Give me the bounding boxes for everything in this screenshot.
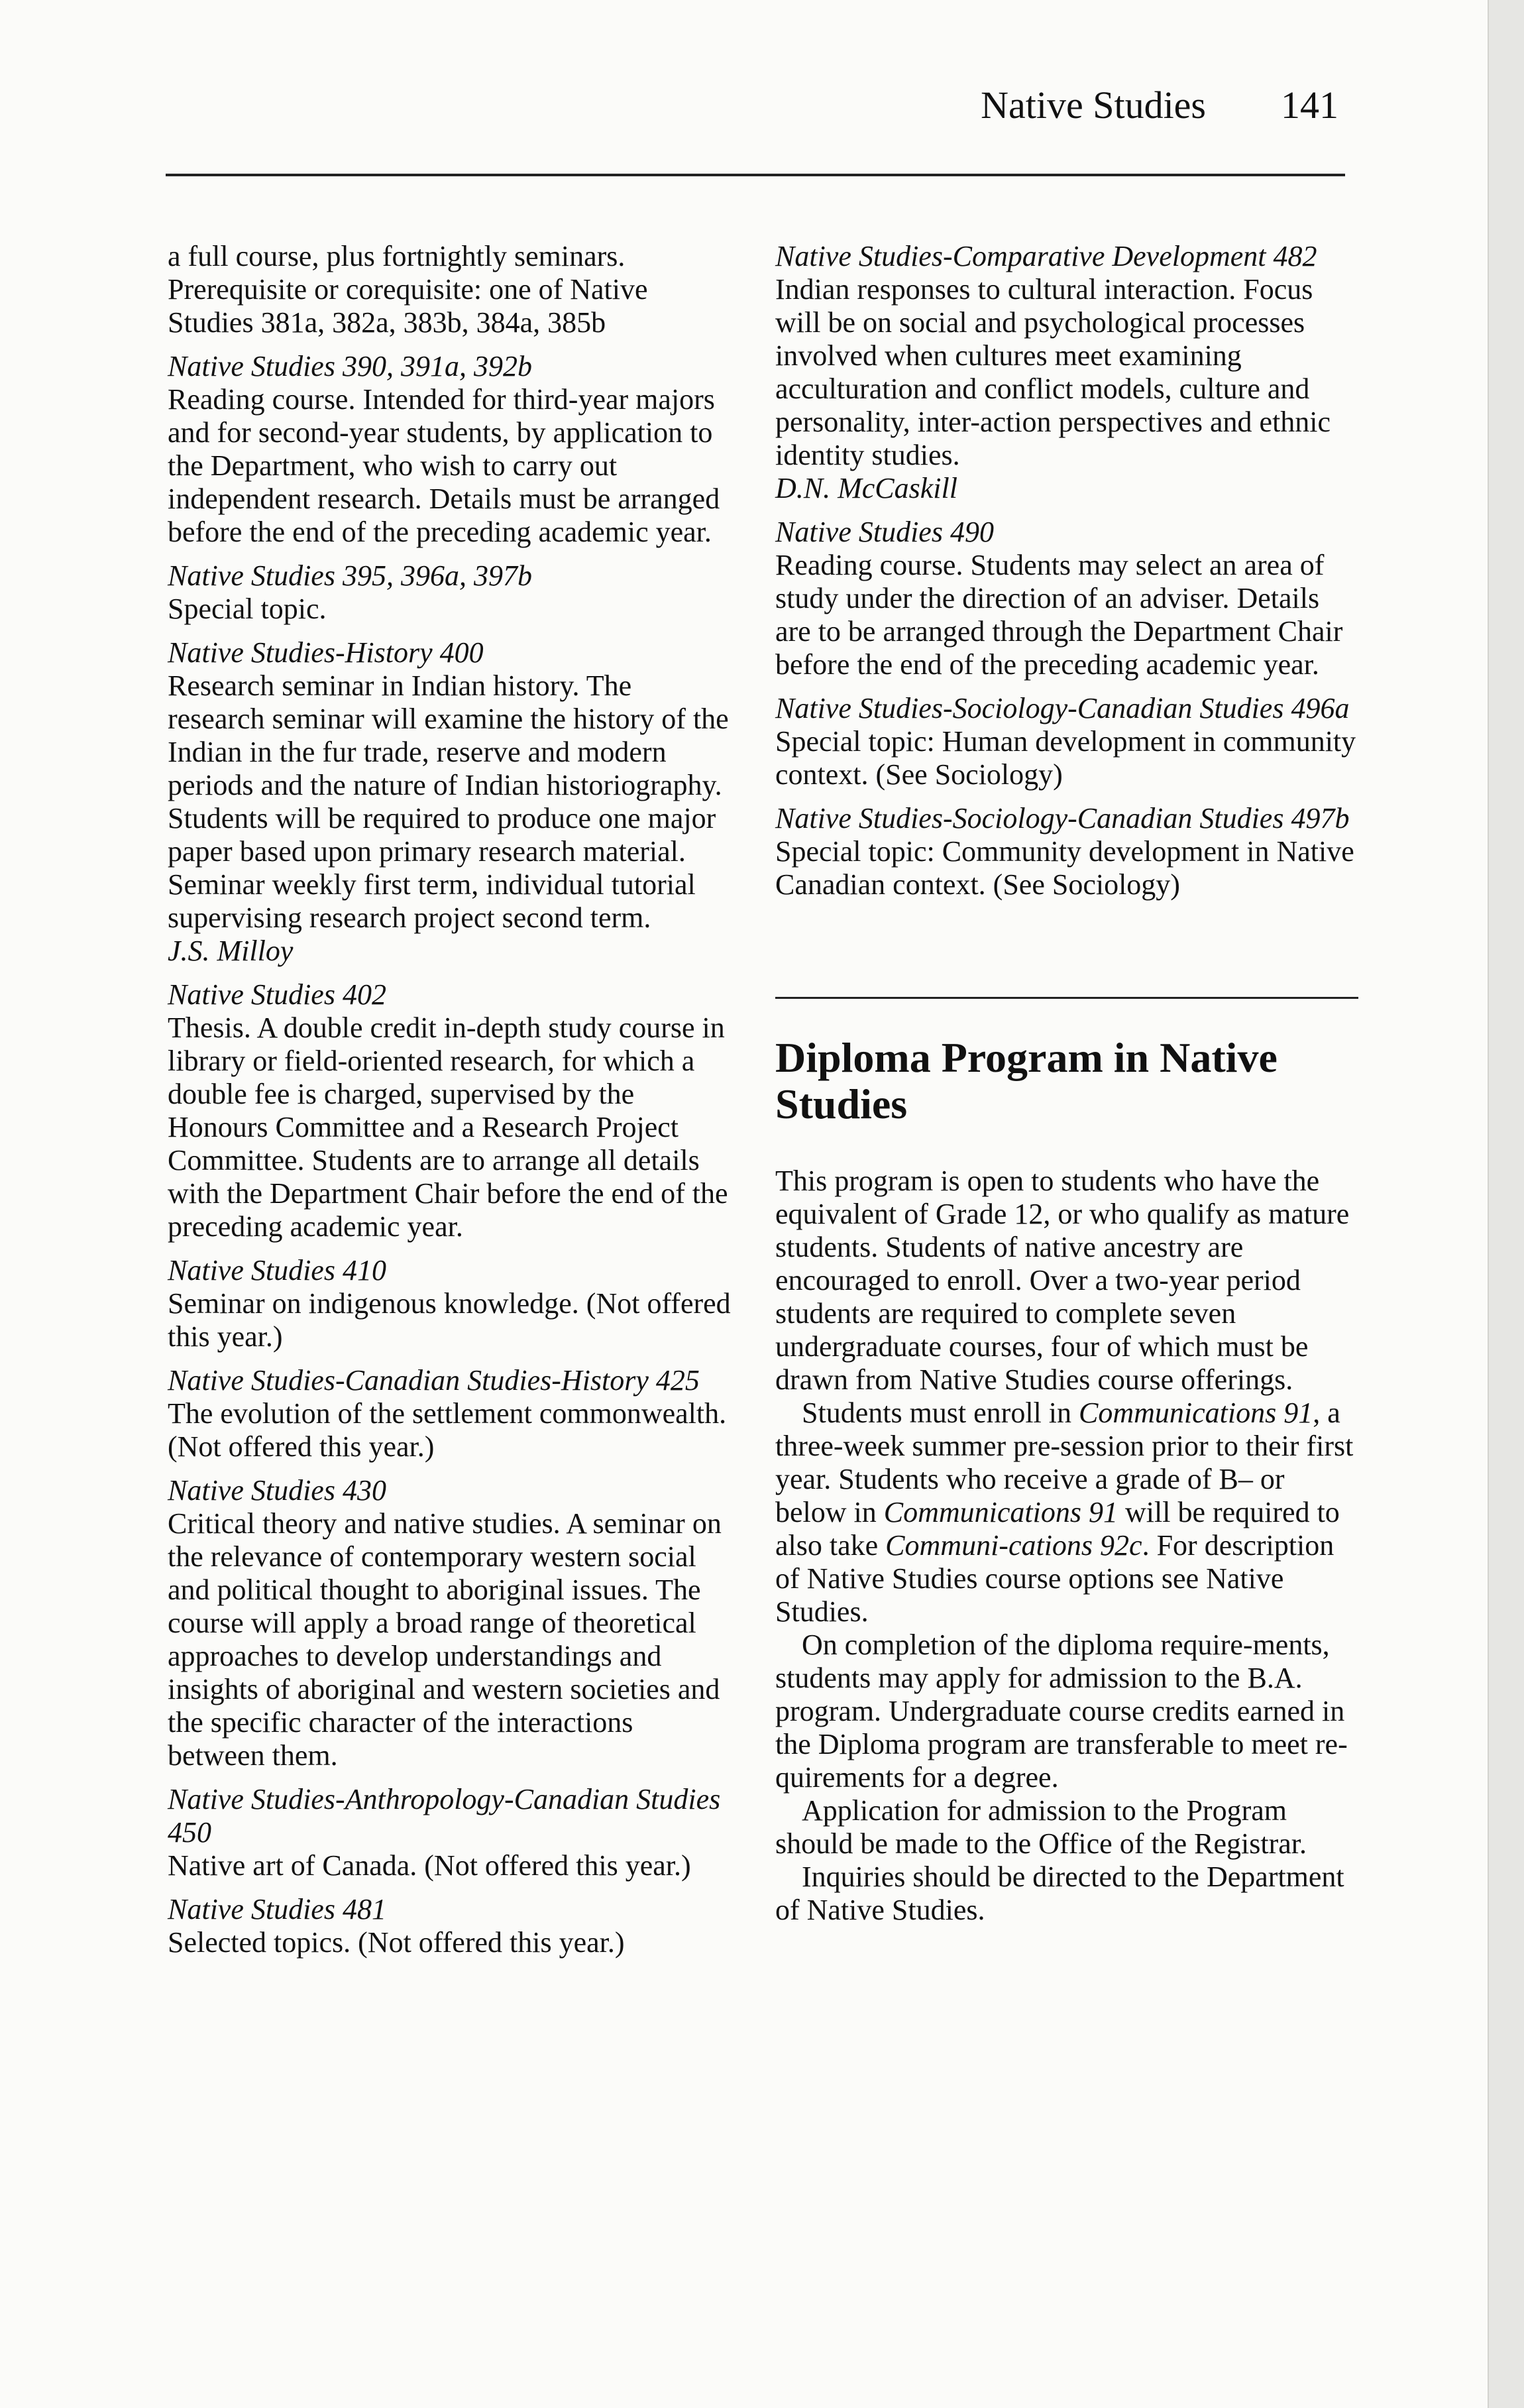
right-column xyxy=(775,240,1358,1927)
course-code: Native Studies-Sociology-Canadian Studies 496a xyxy=(775,692,1350,724)
course-entry xyxy=(775,802,1358,901)
course-code: Native Studies-History 400 xyxy=(168,636,484,669)
diploma-section-body xyxy=(775,1165,1358,1927)
continuation-text xyxy=(168,240,731,339)
continuation-description: a full course, plus fortnightly seminars. Prerequisite or corequisite: one of Native Studies 381a, 382a, 383b, 384a, 385b xyxy=(168,240,648,339)
course-entry xyxy=(168,636,731,968)
course-entry xyxy=(168,978,731,1243)
diploma-paragraph: Application for admission to the Program should be made to the Office of the Registrar. xyxy=(775,1794,1307,1860)
course-code: Native Studies-Canadian Studies-History 425 xyxy=(168,1364,700,1397)
course-description: The evolution of the settlement commonwealth. (Not offered this year.) xyxy=(168,1397,727,1463)
course-entry xyxy=(168,1254,731,1353)
course-code: Native Studies 410 xyxy=(168,1254,386,1287)
course-entry xyxy=(168,350,731,549)
course-code: Native Studies-Comparative Development 482 xyxy=(775,240,1317,272)
course-entry xyxy=(168,1893,731,1959)
course-description: Thesis. A double credit in-depth study course in library or field-oriented research, for which a double fee is charged, supervised by the Honours Committee and a Research Project Committee. Students are to arrange all details with the Department Chair before the end of the preceding academic year. xyxy=(168,1011,728,1243)
section-divider xyxy=(775,997,1358,999)
course-code: Native Studies 390, 391a, 392b xyxy=(168,350,532,382)
diploma-section-title: Diploma Program in Native Studies xyxy=(775,1034,1278,1127)
course-description: Native art of Canada. (Not offered this year.) xyxy=(168,1849,691,1882)
course-entry xyxy=(775,692,1358,791)
left-course-list xyxy=(168,350,731,1959)
course-description: Seminar on indigenous knowledge. (Not offered this year.) xyxy=(168,1287,731,1353)
header-rule xyxy=(166,174,1345,176)
course-entry xyxy=(775,240,1358,505)
course-entry xyxy=(168,1474,731,1772)
course-description: Critical theory and native studies. A seminar on the relevance of contemporary western social and political thought to aboriginal issues. The course will apply a broad range of theoretical approaches to develop understandings and insights of aboriginal and western societies and the specific character of the interactions between them. xyxy=(168,1507,722,1772)
course-entry xyxy=(168,1364,731,1463)
course-code: Native Studies 481 xyxy=(168,1893,386,1925)
course-code: Native Studies 395, 396a, 397b xyxy=(168,559,532,592)
page-header xyxy=(166,76,1345,136)
course-description: Research seminar in Indian history. The research seminar will examine the history of the Indian in the fur trade, reserve and modern periods and the nature of Indian historiography. Students will be required to produce one major paper based upon primary research material. Seminar weekly first term, individual tutorial supervising research project second term. xyxy=(168,669,729,934)
course-code: Native Studies-Sociology-Canadian Studies 497b xyxy=(775,802,1350,834)
course-code: Native Studies 430 xyxy=(168,1474,386,1507)
course-description: Reading course. Students may select an area of study under the direction of an adviser. Details are to be arranged through the Department Chair before the end of the preceding academic year. xyxy=(775,549,1343,681)
course-description: Special topic: Community development in Native Canadian context. (See Sociology) xyxy=(775,835,1354,901)
course-code: Native Studies-Anthropology-Canadian Studies 450 xyxy=(168,1783,721,1849)
diploma-paragraph: Inquiries should be directed to the Department of Native Studies. xyxy=(775,1861,1344,1926)
course-instructor: J.S. Milloy xyxy=(168,935,294,967)
course-description: Selected topics. (Not offered this year.) xyxy=(168,1926,625,1959)
left-column xyxy=(168,240,731,1970)
course-entry xyxy=(168,1783,731,1882)
diploma-paragraph: This program is open to students who have the equivalent of Grade 12, or who qualify as mature students. Students of native ancestry are encouraged to enroll. Over a two-year period students are required to complete seven undergraduate courses, four of which must be drawn from Native Studies course offerings. xyxy=(775,1165,1350,1396)
course-description: Reading course. Intended for third-year majors and for second-year students, by application to the Department, who wish to carry out independent research. Details must be arranged before the end of the preceding academic year. xyxy=(168,383,720,548)
diploma-paragraph: Students must enroll in Communications 91, a three-week summer pre-session prior to their first year. Students who receive a grade of B– or below in Communications 91 will be required to also take Communi-cations 92c. For description of Native Studies course options see Native Studies. xyxy=(775,1397,1354,1628)
page-edge xyxy=(1488,0,1524,2408)
course-description: Special topic: Human development in community context. (See Sociology) xyxy=(775,725,1356,791)
course-code: Native Studies 402 xyxy=(168,978,386,1011)
right-course-list xyxy=(775,240,1358,901)
course-description: Indian responses to cultural interaction. Focus will be on social and psychological processes involved when cultures meet examining acculturation and conflict models, culture and personality, inter-action perspectives and ethnic identity studies. xyxy=(775,273,1331,471)
page-number: 141 xyxy=(1281,84,1338,127)
course-instructor: D.N. McCaskill xyxy=(775,472,957,504)
course-code: Native Studies 490 xyxy=(775,516,994,548)
course-description: Special topic. xyxy=(168,593,327,625)
diploma-paragraph: On completion of the diploma require-ments, students may apply for admission to the B.A. program. Undergraduate course credits earned in the Diploma program are transferable to meet re-quirements for a degree. xyxy=(775,1629,1348,1794)
course-entry xyxy=(775,516,1358,681)
course-entry xyxy=(168,559,731,626)
running-title: Native Studies xyxy=(981,84,1206,127)
